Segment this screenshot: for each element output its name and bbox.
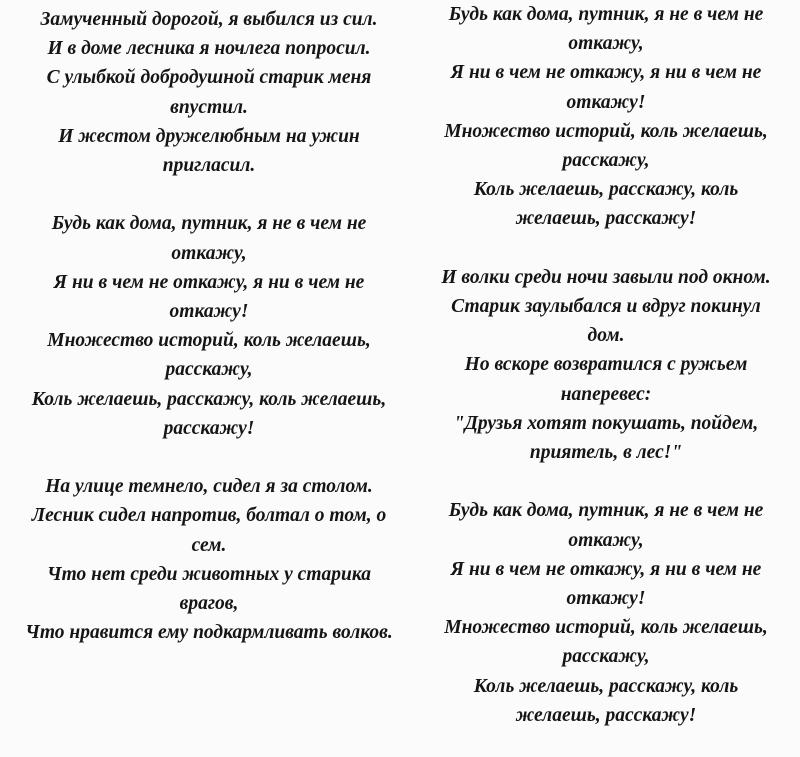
lyric-line: откажу, bbox=[568, 529, 644, 551]
lyric-line: Старик заулыбался и вдруг покинул bbox=[451, 296, 761, 318]
lyric-line: Множество историй, коль желаешь, bbox=[444, 120, 768, 142]
lyric-line: С улыбкой добродушной старик меня bbox=[46, 67, 372, 89]
stanza-verse-3 bbox=[418, 263, 794, 467]
lyrics-left-column bbox=[8, 0, 410, 647]
lyric-line: пригласил. bbox=[162, 155, 256, 177]
lyric-line: желаешь, расскажу! bbox=[515, 704, 697, 726]
lyric-line: расскажу, bbox=[562, 150, 650, 172]
stanza-verse-2 bbox=[8, 472, 410, 647]
lyric-line: Я ни в чем не откажу, я ни в чем не bbox=[53, 271, 365, 293]
lyric-line: желаешь, расскажу! bbox=[515, 208, 697, 230]
lyric-line: сем. bbox=[191, 534, 227, 556]
lyric-line: откажу, bbox=[171, 242, 247, 264]
lyric-line: Коль желаешь, расскажу, коль bbox=[473, 179, 739, 201]
lyric-line: Коль желаешь, расскажу, коль bbox=[473, 675, 739, 697]
lyric-line: На улице темнело, сидел я за столом. bbox=[45, 476, 373, 498]
lyric-line: врагов, bbox=[179, 593, 239, 615]
lyric-line: Я ни в чем не откажу, я ни в чем не bbox=[450, 62, 762, 84]
lyric-line: Но вскоре возвратился с ружьем bbox=[464, 354, 748, 376]
lyric-line: наперевес: bbox=[560, 383, 652, 405]
lyric-line: откажу! bbox=[566, 588, 646, 610]
stanza-chorus-3 bbox=[418, 496, 794, 730]
lyric-line: откажу! bbox=[169, 301, 249, 323]
stanza-verse-1 bbox=[8, 5, 410, 180]
lyric-line: приятель, в лес!" bbox=[529, 442, 683, 464]
lyric-line: Что нравится ему подкармливать волков. bbox=[25, 622, 393, 644]
lyric-line: откажу! bbox=[566, 91, 646, 113]
lyric-line: Будь как дома, путник, я не в чем не bbox=[51, 213, 367, 235]
lyric-line: дом. bbox=[587, 325, 625, 347]
lyric-line: "Друзья хотят покушать, пойдем, bbox=[453, 412, 759, 434]
lyric-line: откажу, bbox=[568, 33, 644, 55]
lyric-line: Замученный дорогой, я выбился из сил. bbox=[40, 9, 378, 30]
lyric-line: впустил. bbox=[170, 96, 248, 118]
lyric-line: расскажу, bbox=[562, 646, 650, 668]
lyric-line: Будь как дома, путник, я не в чем не bbox=[448, 4, 764, 25]
lyric-line: И волки среди ночи завыли под окном. bbox=[441, 266, 771, 288]
lyric-line: Я ни в чем не откажу, я ни в чем не bbox=[450, 558, 762, 580]
lyric-line: Множество историй, коль желаешь, bbox=[444, 617, 768, 639]
stanza-chorus-1 bbox=[8, 209, 410, 443]
lyric-line: Множество историй, коль желаешь, bbox=[47, 330, 371, 352]
lyric-line: расскажу, bbox=[165, 359, 253, 381]
lyric-line: Что нет среди животных у старика bbox=[47, 563, 371, 585]
lyric-line: расскажу! bbox=[163, 417, 255, 439]
stanza-chorus-2 bbox=[418, 0, 794, 234]
lyric-line: Лесник сидел напротив, болтал о том, о bbox=[31, 505, 387, 527]
lyric-line: И в доме лесника я ночлега попросил. bbox=[47, 38, 371, 60]
lyrics-right-column bbox=[418, 0, 794, 730]
lyric-line: Коль желаешь, расскажу, коль желаешь, bbox=[31, 388, 387, 410]
lyric-line: И жестом дружелюбным на ужин bbox=[58, 125, 360, 147]
lyric-line: Будь как дома, путник, я не в чем не bbox=[448, 500, 764, 522]
